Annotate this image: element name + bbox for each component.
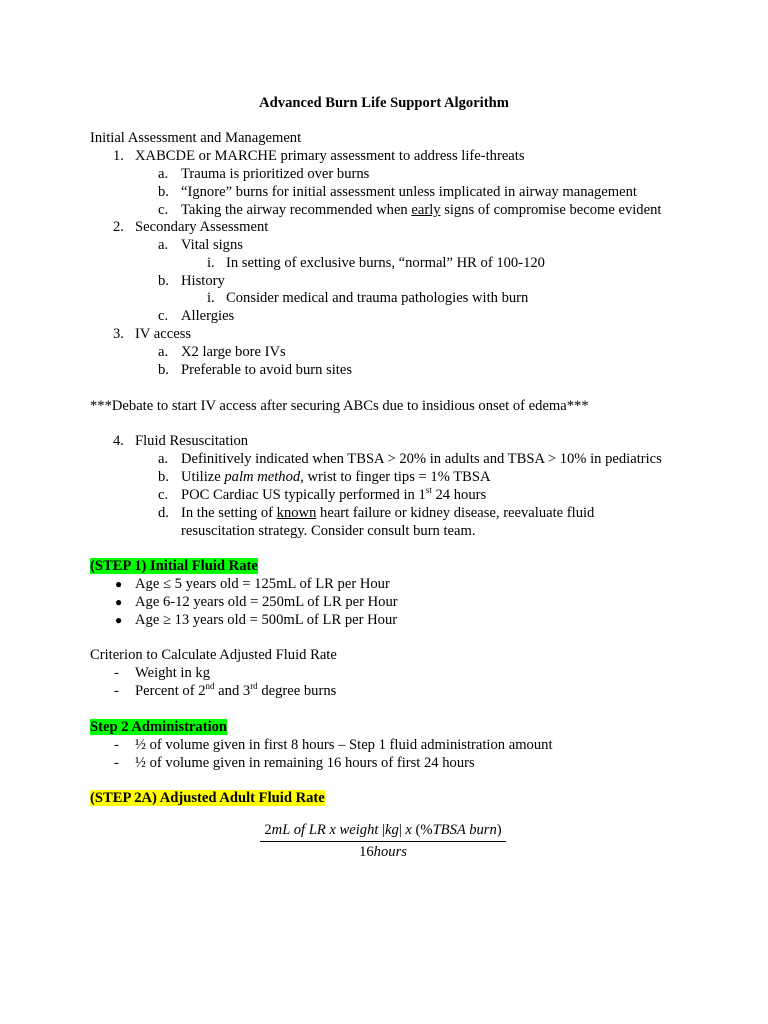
list-item: Trauma is prioritized over burns <box>181 166 370 182</box>
dash-marker: - <box>114 683 119 699</box>
list-item <box>135 682 336 700</box>
list-item: History <box>181 273 225 289</box>
formula-numerator: 2mL of LR x weight |kg| x (%TBSA burn) <box>260 822 505 842</box>
underlined-text: known <box>276 505 317 521</box>
italic-text: palm method <box>224 469 301 485</box>
list-marker: i. <box>207 290 215 306</box>
step1-heading <box>90 557 258 575</box>
underlined-text: early <box>411 202 441 218</box>
highlighted-heading: (STEP 2A) Adjusted Adult Fluid Rate <box>90 790 325 806</box>
bullet-icon: ● <box>115 577 123 591</box>
dash-marker: - <box>114 665 119 681</box>
list-item: Age ≤ 5 years old = 125mL of LR per Hour <box>135 576 390 592</box>
highlighted-heading: Step 2 Administration <box>90 719 228 735</box>
list-item: X2 large bore IVs <box>181 344 286 360</box>
list-marker: a. <box>158 166 169 182</box>
formula-term: 16 <box>359 844 374 860</box>
list-item: ½ of volume given in first 8 hours – Step 1 fluid administration amount <box>135 737 553 753</box>
list-marker: a. <box>158 237 169 253</box>
list-item <box>181 201 661 219</box>
list-marker: i. <box>207 255 215 271</box>
list-item: ½ of volume given in remaining 16 hours of first 24 hours <box>135 755 475 771</box>
list-item: Age ≥ 13 years old = 500mL of LR per Hour <box>135 612 398 628</box>
dash-marker: - <box>114 755 119 771</box>
formula-denominator <box>258 842 508 861</box>
list-marker: b. <box>158 273 169 289</box>
superscript: nd <box>205 681 215 691</box>
list-item <box>181 486 486 504</box>
fluid-rate-formula <box>258 822 508 861</box>
step2-heading <box>90 718 227 736</box>
formula-term: hours <box>373 844 407 860</box>
list-item: Age 6-12 years old = 250mL of LR per Hour <box>135 594 398 610</box>
debate-note: ***Debate to start IV access after securing ABCs due to insidious onset of edema*** <box>90 398 589 414</box>
text-run: heart failure or kidney disease, reevaluate fluid <box>316 505 595 521</box>
list-item: Secondary Assessment <box>135 219 269 235</box>
text-run: , wrist to finger tips = 1% TBSA <box>300 469 491 485</box>
list-item: Weight in kg <box>135 665 211 681</box>
text-run: In the setting of <box>181 505 277 521</box>
step2a-heading <box>90 789 325 807</box>
formula-term: x <box>329 822 336 838</box>
list-item <box>181 504 594 522</box>
list-marker: b. <box>158 362 169 378</box>
formula-term: ) <box>496 822 502 838</box>
list-item: Consider medical and trauma pathologies with burn <box>226 290 529 306</box>
formula-term: kg <box>385 822 399 838</box>
page-title: Advanced Burn Life Support Algorithm <box>259 95 509 111</box>
superscript: rd <box>250 681 258 691</box>
list-marker: d. <box>158 505 169 521</box>
highlighted-heading: (STEP 1) Initial Fluid Rate <box>90 558 258 574</box>
list-item: Fluid Resuscitation <box>135 433 249 449</box>
formula-term: (% <box>415 822 433 838</box>
text-run: Utilize <box>181 469 225 485</box>
list-item: IV access <box>135 326 192 342</box>
text-run: 24 hours <box>431 487 487 503</box>
list-item: “Ignore” burns for initial assessment unless implicated in airway management <box>181 184 637 200</box>
formula-term: x <box>405 822 412 838</box>
formula-term: 2 <box>264 822 272 838</box>
list-item: Allergies <box>181 308 235 324</box>
list-marker: 2. <box>113 219 124 235</box>
list-item-continuation: resuscitation strategy. Consider consult burn team. <box>181 523 476 539</box>
list-item: XABCDE or MARCHE primary assessment to address life-threats <box>135 148 525 164</box>
list-item: Definitively indicated when TBSA > 20% in adults and TBSA > 10% in pediatrics <box>181 451 662 467</box>
superscript: st <box>425 485 432 495</box>
text-run: signs of compromise become evident <box>440 202 662 218</box>
section-heading-initial-assessment: Initial Assessment and Management <box>90 130 302 146</box>
list-item: Preferable to avoid burn sites <box>181 362 353 378</box>
text-run: Percent of 2 <box>135 683 206 699</box>
formula-term: TBSA burn <box>432 822 497 838</box>
criterion-heading: Criterion to Calculate Adjusted Fluid Rate <box>90 647 337 663</box>
list-item: In setting of exclusive burns, “normal” HR of 100-120 <box>226 255 545 271</box>
formula-term: weight <box>339 822 379 838</box>
text-run: degree burns <box>257 683 337 699</box>
text-run: POC Cardiac US typically performed in 1 <box>181 487 426 503</box>
list-item <box>181 468 491 486</box>
list-marker: 4. <box>113 433 124 449</box>
list-marker: b. <box>158 184 169 200</box>
list-marker: b. <box>158 469 169 485</box>
list-marker: c. <box>158 202 169 218</box>
bullet-icon: ● <box>115 595 123 609</box>
text-run: Taking the airway recommended when <box>181 202 412 218</box>
list-marker: 3. <box>113 326 124 342</box>
list-item: Vital signs <box>181 237 243 253</box>
bullet-icon: ● <box>115 613 123 627</box>
text-run: and 3 <box>214 683 251 699</box>
list-marker: c. <box>158 487 169 503</box>
list-marker: c. <box>158 308 169 324</box>
list-marker: 1. <box>113 148 124 164</box>
list-marker: a. <box>158 451 169 467</box>
list-marker: a. <box>158 344 169 360</box>
formula-term: mL of LR <box>271 822 326 838</box>
dash-marker: - <box>114 737 119 753</box>
